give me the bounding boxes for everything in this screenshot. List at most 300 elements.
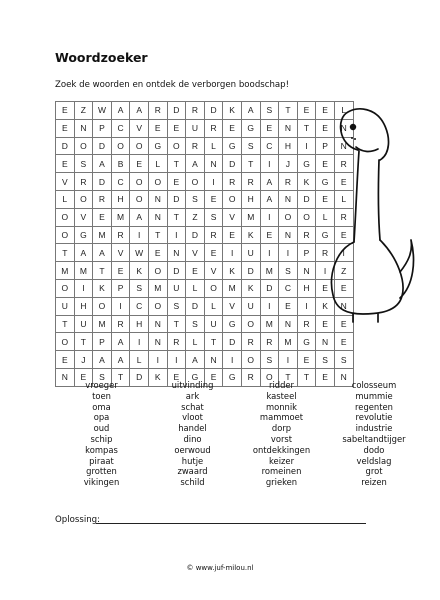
grid-cell[interactable]: O — [167, 137, 186, 155]
grid-cell[interactable]: L — [204, 137, 223, 155]
grid-cell[interactable]: E — [316, 279, 335, 297]
grid-cell[interactable]: E — [334, 173, 353, 191]
grid-cell[interactable]: H — [111, 190, 130, 208]
grid-cell[interactable]: E — [167, 173, 186, 191]
grid-cell[interactable]: N — [334, 137, 353, 155]
grid-cell[interactable]: R — [241, 368, 260, 386]
grid-cell[interactable]: D — [223, 333, 242, 351]
grid-cell[interactable]: S — [93, 368, 112, 386]
grid-cell[interactable]: L — [130, 351, 149, 369]
grid-cell[interactable]: K — [297, 173, 316, 191]
word-list-item: reizen — [361, 477, 387, 488]
grid-cell[interactable]: E — [260, 119, 279, 137]
grid-cell[interactable]: I — [167, 226, 186, 244]
grid-cell[interactable]: L — [334, 190, 353, 208]
grid-cell[interactable]: A — [93, 244, 112, 262]
grid-cell[interactable]: I — [167, 351, 186, 369]
grid-cell[interactable]: M — [93, 315, 112, 333]
grid-cell[interactable]: I — [279, 351, 298, 369]
grid-cell[interactable]: P — [316, 137, 335, 155]
grid-cell[interactable]: N — [56, 368, 75, 386]
grid-cell[interactable]: N — [279, 226, 298, 244]
footer-copyright: © www.juf-milou.nl — [186, 564, 254, 572]
word-list-item: kompas — [85, 444, 118, 455]
word-list-item: piraat — [89, 455, 114, 466]
grid-cell[interactable]: R — [167, 333, 186, 351]
grid-cell[interactable]: I — [204, 173, 223, 191]
grid-cell[interactable]: N — [334, 119, 353, 137]
grid-cell[interactable]: D — [167, 190, 186, 208]
word-list-item: hutje — [181, 455, 204, 466]
grid-cell[interactable]: O — [186, 173, 205, 191]
grid-cell[interactable]: G — [316, 173, 335, 191]
grid-cell[interactable]: Z — [334, 262, 353, 280]
grid-cell[interactable]: A — [111, 333, 130, 351]
grid-cell[interactable]: K — [223, 102, 242, 120]
word-list-item: vloot — [182, 412, 203, 423]
grid-cell[interactable]: O — [260, 368, 279, 386]
grid-cell[interactable]: A — [74, 244, 93, 262]
grid-cell[interactable]: L — [334, 102, 353, 120]
grid-cell[interactable]: E — [204, 244, 223, 262]
grid-cell[interactable]: N — [279, 315, 298, 333]
grid-cell[interactable]: W — [130, 244, 149, 262]
word-list-item: mummie — [355, 390, 393, 401]
grid-cell[interactable]: R — [204, 226, 223, 244]
grid-cell[interactable]: I — [297, 297, 316, 315]
grid-cell[interactable]: E — [56, 102, 75, 120]
word-list-item: veldslag — [356, 455, 392, 466]
word-list-item: kasteel — [266, 390, 297, 401]
grid-cell[interactable]: E — [316, 102, 335, 120]
grid-cell[interactable]: T — [279, 102, 298, 120]
grid-cell[interactable]: K — [241, 226, 260, 244]
grid-row — [56, 262, 354, 280]
grid-cell[interactable]: B — [111, 155, 130, 173]
grid-cell[interactable]: U — [56, 297, 75, 315]
grid-cell[interactable]: I — [260, 155, 279, 173]
grid-cell[interactable]: H — [297, 279, 316, 297]
grid-cell[interactable]: T — [241, 155, 260, 173]
grid-cell[interactable]: E — [56, 351, 75, 369]
word-list-item: dodo — [363, 444, 385, 455]
grid-cell[interactable]: K — [316, 297, 335, 315]
grid-cell[interactable]: E — [316, 368, 335, 386]
grid-cell[interactable]: T — [167, 208, 186, 226]
grid-cell[interactable]: E — [93, 208, 112, 226]
grid-cell[interactable]: I — [260, 297, 279, 315]
grid-cell[interactable]: S — [260, 102, 279, 120]
word-list-item: colosseum — [351, 380, 397, 390]
word-list-item: vikingen — [83, 477, 120, 488]
grid-cell[interactable]: D — [130, 368, 149, 386]
grid-cell[interactable]: O — [297, 208, 316, 226]
grid-cell[interactable]: U — [241, 244, 260, 262]
grid-cell[interactable]: K — [93, 279, 112, 297]
grid-cell[interactable]: E — [167, 119, 186, 137]
grid-cell[interactable]: R — [186, 137, 205, 155]
grid-cell[interactable]: E — [111, 262, 130, 280]
grid-cell[interactable]: E — [148, 119, 167, 137]
grid-cell[interactable]: T — [167, 155, 186, 173]
grid-cell[interactable]: E — [297, 102, 316, 120]
grid-cell[interactable]: M — [241, 208, 260, 226]
word-column-4 — [326, 380, 422, 488]
word-list-item: schild — [180, 477, 205, 488]
grid-cell[interactable]: T — [56, 244, 75, 262]
grid-cell[interactable]: R — [241, 173, 260, 191]
grid-cell[interactable]: A — [260, 190, 279, 208]
grid-cell[interactable]: L — [186, 279, 205, 297]
grid-cell[interactable]: O — [93, 297, 112, 315]
grid-cell[interactable]: S — [260, 351, 279, 369]
word-list-item: oma — [92, 401, 111, 412]
grid-cell[interactable]: N — [167, 244, 186, 262]
grid-cell[interactable]: N — [204, 351, 223, 369]
grid-cell[interactable]: Z — [74, 102, 93, 120]
grid-cell[interactable]: S — [334, 351, 353, 369]
grid-cell[interactable]: E — [260, 226, 279, 244]
grid-cell[interactable]: N — [334, 368, 353, 386]
grid-cell[interactable]: R — [204, 119, 223, 137]
grid-cell[interactable]: T — [167, 315, 186, 333]
grid-cell[interactable]: P — [111, 279, 130, 297]
grid-cell[interactable]: E — [334, 333, 353, 351]
grid-cell[interactable]: I — [279, 244, 298, 262]
grid-cell[interactable]: N — [297, 262, 316, 280]
grid-cell[interactable]: P — [297, 244, 316, 262]
grid-cell[interactable]: V — [186, 244, 205, 262]
grid-cell[interactable]: A — [93, 155, 112, 173]
grid-cell[interactable]: R — [297, 226, 316, 244]
solution-answer-line[interactable] — [96, 523, 366, 524]
grid-cell[interactable]: E — [204, 368, 223, 386]
grid-cell[interactable]: N — [334, 297, 353, 315]
grid-cell[interactable]: O — [148, 262, 167, 280]
grid-cell[interactable]: O — [241, 351, 260, 369]
grid-cell[interactable]: I — [74, 279, 93, 297]
grid-cell[interactable]: E — [223, 119, 242, 137]
grid-cell[interactable]: E — [297, 351, 316, 369]
grid-cell[interactable]: L — [316, 208, 335, 226]
grid-cell[interactable]: N — [279, 119, 298, 137]
grid-cell[interactable]: S — [241, 137, 260, 155]
grid-cell[interactable]: S — [316, 351, 335, 369]
word-column-2 — [148, 380, 237, 488]
grid-cell[interactable]: L — [204, 297, 223, 315]
grid-cell[interactable]: G — [241, 119, 260, 137]
grid-cell[interactable]: N — [279, 190, 298, 208]
word-list-item: industrie — [355, 423, 393, 434]
grid-cell[interactable]: Z — [186, 208, 205, 226]
grid-cell[interactable]: G — [223, 137, 242, 155]
grid-cell[interactable]: R — [111, 315, 130, 333]
grid-cell[interactable]: O — [130, 137, 149, 155]
grid-row — [56, 190, 354, 208]
grid-cell[interactable]: T — [297, 368, 316, 386]
word-list-item: ark — [185, 390, 200, 401]
grid-cell[interactable]: E — [186, 262, 205, 280]
grid-cell[interactable]: S — [279, 262, 298, 280]
grid-cell[interactable]: O — [74, 190, 93, 208]
grid-cell[interactable]: C — [111, 173, 130, 191]
grid-cell[interactable]: D — [204, 102, 223, 120]
grid-cell[interactable]: O — [56, 333, 75, 351]
grid-cell[interactable]: K — [148, 368, 167, 386]
grid-cell[interactable]: G — [316, 226, 335, 244]
grid-cell[interactable]: V — [111, 244, 130, 262]
grid-cell[interactable]: O — [111, 137, 130, 155]
grid-cell[interactable]: W — [93, 102, 112, 120]
grid-cell[interactable]: O — [148, 297, 167, 315]
grid-cell[interactable]: T — [204, 333, 223, 351]
word-list-item: vorst — [270, 433, 293, 444]
word-list-item: dorp — [271, 423, 292, 434]
grid-cell[interactable]: A — [111, 102, 130, 120]
grid-cell[interactable]: E — [56, 119, 75, 137]
grid-cell[interactable]: M — [111, 208, 130, 226]
grid-cell[interactable]: D — [93, 173, 112, 191]
grid-cell[interactable]: U — [204, 315, 223, 333]
grid-cell[interactable]: O — [56, 279, 75, 297]
grid-cell[interactable]: H — [130, 315, 149, 333]
grid-row — [56, 119, 354, 137]
grid-cell[interactable]: P — [93, 119, 112, 137]
grid-cell[interactable]: J — [74, 351, 93, 369]
grid-cell[interactable]: M — [74, 262, 93, 280]
grid-cell[interactable]: E — [316, 119, 335, 137]
grid-cell[interactable]: D — [186, 226, 205, 244]
grid-cell[interactable]: I — [334, 244, 353, 262]
grid-cell[interactable]: E — [204, 190, 223, 208]
grid-cell[interactable]: N — [148, 315, 167, 333]
grid-cell[interactable]: C — [130, 297, 149, 315]
grid-cell[interactable]: G — [223, 315, 242, 333]
grid-cell[interactable]: D — [297, 190, 316, 208]
grid-cell[interactable]: M — [223, 279, 242, 297]
word-list-item: monnik — [265, 401, 298, 412]
grid-cell[interactable]: T — [93, 262, 112, 280]
word-list-item: schat — [181, 401, 204, 412]
word-list-item: grieken — [265, 477, 298, 488]
word-list-item: uitvinding — [171, 380, 214, 390]
grid-cell[interactable]: R — [316, 244, 335, 262]
word-list-item: grot — [365, 466, 383, 477]
grid-row — [56, 208, 354, 226]
grid-cell[interactable]: C — [279, 279, 298, 297]
eye-icon — [350, 124, 356, 130]
page-title: Woordzoeker — [55, 50, 148, 65]
grid-cell[interactable]: N — [316, 333, 335, 351]
grid-cell[interactable]: C — [111, 119, 130, 137]
grid-cell[interactable]: V — [130, 119, 149, 137]
grid-cell[interactable]: R — [334, 155, 353, 173]
grid-cell[interactable]: G — [297, 155, 316, 173]
grid-cell[interactable]: U — [186, 119, 205, 137]
grid-cell[interactable]: V — [56, 173, 75, 191]
grid-cell[interactable]: I — [260, 244, 279, 262]
grid-cell[interactable]: M — [260, 315, 279, 333]
grid-cell[interactable]: S — [204, 208, 223, 226]
grid-cell[interactable]: T — [111, 368, 130, 386]
grid-cell[interactable]: I — [223, 351, 242, 369]
grid-cell[interactable]: I — [316, 262, 335, 280]
grid-cell[interactable]: I — [260, 208, 279, 226]
grid-cell[interactable]: G — [186, 368, 205, 386]
grid-cell[interactable]: S — [167, 297, 186, 315]
grid-cell[interactable]: U — [241, 297, 260, 315]
grid-row — [56, 155, 354, 173]
grid-cell[interactable]: R — [74, 173, 93, 191]
grid-cell[interactable]: D — [167, 102, 186, 120]
grid-cell[interactable]: A — [260, 173, 279, 191]
grid-row — [56, 279, 354, 297]
grid-cell[interactable]: E — [316, 190, 335, 208]
word-list-item: mammoet — [259, 412, 304, 423]
grid-cell[interactable]: D — [260, 279, 279, 297]
grid-cell[interactable]: O — [148, 173, 167, 191]
grid-cell[interactable]: J — [279, 155, 298, 173]
grid-cell[interactable]: L — [56, 190, 75, 208]
grid-cell[interactable]: I — [130, 333, 149, 351]
grid-cell[interactable]: P — [93, 333, 112, 351]
grid-cell[interactable]: N — [148, 190, 167, 208]
grid-cell[interactable]: M — [56, 262, 75, 280]
grid-cell[interactable]: D — [167, 262, 186, 280]
grid-cell[interactable]: S — [130, 279, 149, 297]
grid-cell[interactable]: A — [111, 351, 130, 369]
grid-cell[interactable]: G — [297, 333, 316, 351]
grid-cell[interactable]: E — [56, 155, 75, 173]
dinosaur-illustration — [318, 100, 418, 325]
grid-cell[interactable]: A — [241, 102, 260, 120]
grid-row — [56, 297, 354, 315]
grid-cell[interactable]: S — [74, 155, 93, 173]
grid-cell[interactable]: V — [74, 208, 93, 226]
grid-cell[interactable]: O — [130, 173, 149, 191]
grid-cell[interactable]: O — [241, 315, 260, 333]
grid-cell[interactable]: K — [223, 262, 242, 280]
grid-cell[interactable]: R — [260, 333, 279, 351]
grid-cell[interactable]: O — [56, 226, 75, 244]
grid-cell[interactable]: R — [334, 208, 353, 226]
grid-cell[interactable]: K — [130, 262, 149, 280]
grid-cell[interactable]: C — [260, 137, 279, 155]
grid-cell[interactable]: E — [334, 315, 353, 333]
grid-cell[interactable]: R — [186, 102, 205, 120]
grid-cell[interactable]: N — [74, 119, 93, 137]
grid-cell[interactable]: T — [74, 333, 93, 351]
word-search-grid — [55, 101, 354, 387]
grid-cell[interactable]: H — [241, 190, 260, 208]
grid-cell[interactable]: O — [204, 279, 223, 297]
grid-cell[interactable]: M — [148, 279, 167, 297]
grid-cell[interactable]: E — [167, 368, 186, 386]
grid-cell[interactable]: E — [74, 368, 93, 386]
grid-cell[interactable]: R — [148, 102, 167, 120]
grid-cell[interactable]: G — [148, 137, 167, 155]
grid-cell[interactable]: A — [93, 351, 112, 369]
grid-cell[interactable]: M — [93, 226, 112, 244]
grid-cell[interactable]: L — [186, 333, 205, 351]
grid-cell[interactable]: O — [56, 208, 75, 226]
grid-cell[interactable]: A — [130, 102, 149, 120]
grid-cell[interactable]: H — [74, 297, 93, 315]
grid-cell[interactable]: O — [223, 190, 242, 208]
grid-cell[interactable]: O — [279, 208, 298, 226]
grid-cell[interactable]: O — [130, 190, 149, 208]
grid-cell[interactable]: E — [148, 244, 167, 262]
grid-cell[interactable]: U — [74, 315, 93, 333]
grid-cell[interactable]: U — [167, 279, 186, 297]
grid-cell[interactable]: O — [74, 137, 93, 155]
grid-cell[interactable]: M — [279, 333, 298, 351]
grid-cell[interactable]: L — [148, 155, 167, 173]
grid-cell[interactable]: G — [223, 368, 242, 386]
grid-cell[interactable]: A — [186, 351, 205, 369]
grid-cell[interactable]: D — [56, 137, 75, 155]
grid-cell[interactable]: N — [204, 155, 223, 173]
grid-cell[interactable]: D — [223, 155, 242, 173]
grid-cell[interactable]: V — [223, 297, 242, 315]
grid-cell[interactable]: R — [93, 190, 112, 208]
grid-cell[interactable]: I — [130, 226, 149, 244]
word-list-item: grotten — [86, 466, 117, 477]
grid-cell[interactable]: H — [279, 137, 298, 155]
grid-cell[interactable]: N — [148, 208, 167, 226]
grid-cell[interactable]: E — [316, 315, 335, 333]
grid-cell[interactable]: A — [186, 155, 205, 173]
grid-cell[interactable]: I — [297, 137, 316, 155]
grid-cell[interactable]: G — [74, 226, 93, 244]
grid-cell[interactable]: A — [130, 208, 149, 226]
grid-cell[interactable]: E — [279, 297, 298, 315]
grid-cell[interactable]: E — [223, 226, 242, 244]
grid-cell[interactable]: M — [260, 262, 279, 280]
grid-cell[interactable]: D — [186, 297, 205, 315]
grid-cell[interactable]: T — [56, 315, 75, 333]
word-column-3 — [237, 380, 326, 488]
word-list-item: handel — [178, 423, 207, 434]
grid-cell[interactable]: V — [204, 262, 223, 280]
grid-cell[interactable]: E — [334, 279, 353, 297]
grid-cell[interactable]: R — [297, 315, 316, 333]
grid-cell[interactable]: D — [241, 262, 260, 280]
grid-cell[interactable]: T — [279, 368, 298, 386]
grid-cell[interactable]: T — [148, 226, 167, 244]
grid-cell[interactable]: I — [111, 297, 130, 315]
word-list-item: vroeger — [85, 380, 118, 390]
grid-cell[interactable]: T — [297, 119, 316, 137]
grid-cell[interactable]: R — [223, 173, 242, 191]
grid-row — [56, 315, 354, 333]
grid-cell[interactable]: E — [316, 155, 335, 173]
grid-cell[interactable]: D — [93, 137, 112, 155]
grid-cell[interactable]: S — [186, 190, 205, 208]
grid-cell[interactable]: R — [111, 226, 130, 244]
grid-cell[interactable]: N — [148, 333, 167, 351]
grid-cell[interactable]: I — [148, 351, 167, 369]
grid-cell[interactable]: V — [223, 208, 242, 226]
grid-cell[interactable]: K — [241, 279, 260, 297]
grid-cell[interactable]: S — [186, 315, 205, 333]
grid-cell[interactable]: R — [241, 333, 260, 351]
grid-cell[interactable]: R — [279, 173, 298, 191]
grid-cell[interactable]: E — [130, 155, 149, 173]
grid-cell[interactable]: I — [223, 244, 242, 262]
grid-cell[interactable]: E — [334, 226, 353, 244]
word-list-item: keizer — [268, 455, 295, 466]
